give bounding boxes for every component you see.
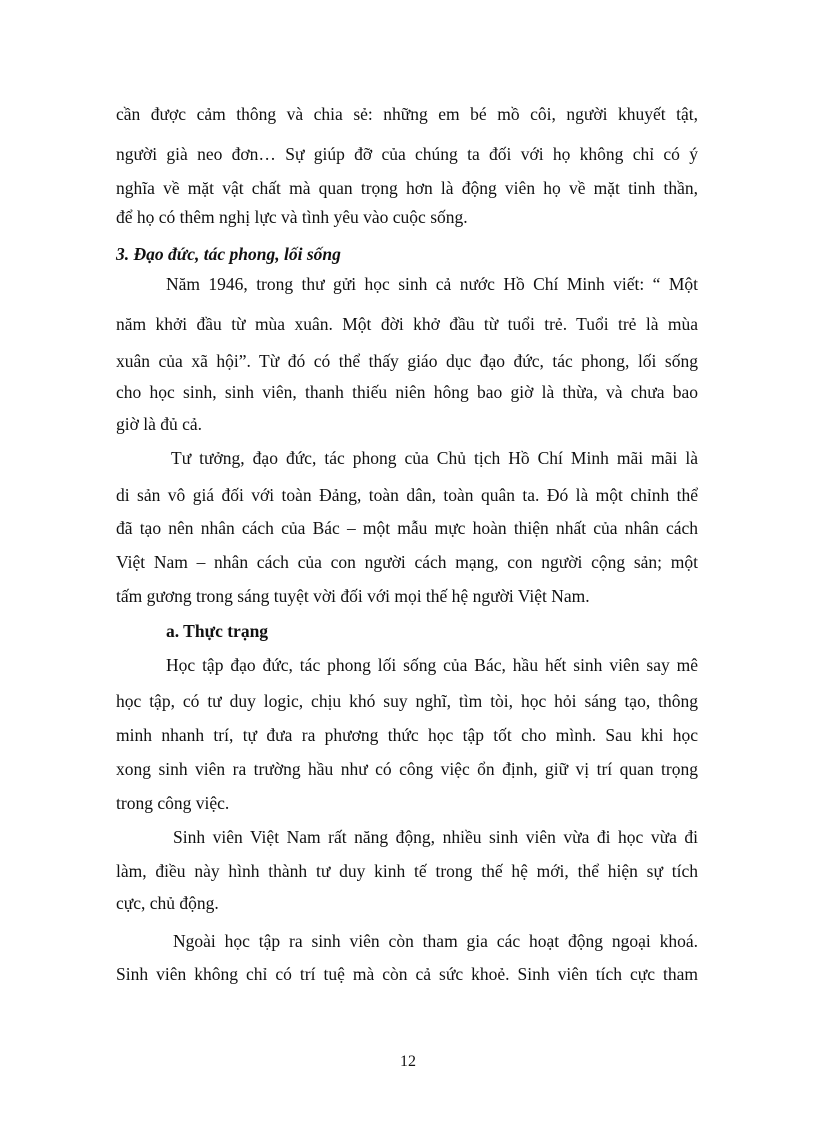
paragraph-line: Sinh viên Việt Nam rất năng động, nhiều sinh viên vừa đi học vừa đi bbox=[173, 827, 698, 847]
paragraph-line: người già neo đơn… Sự giúp đỡ của chúng ta đối với họ không chỉ có ý bbox=[116, 144, 698, 164]
document-page bbox=[116, 0, 698, 1123]
paragraph-line: cần được cảm thông và chia sẻ: những em bé mồ côi, người khuyết tật, bbox=[116, 104, 698, 124]
paragraph-line: cho học sinh, sinh viên, thanh thiếu niên hông bao giờ là thừa, và chưa bao bbox=[116, 382, 698, 402]
paragraph-line: tấm gương trong sáng tuyệt vời đối với mọi thế hệ người Việt Nam. bbox=[116, 586, 590, 606]
paragraph-line: học tập, có tư duy logic, chịu khó suy nghĩ, tìm tòi, học hỏi sáng tạo, thông bbox=[116, 691, 698, 711]
paragraph-line: xuân của xã hội”. Từ đó có thể thấy giáo dục đạo đức, tác phong, lối sống bbox=[116, 351, 698, 371]
paragraph-line: Tư tưởng, đạo đức, tác phong của Chủ tịch Hồ Chí Minh mãi mãi là bbox=[171, 448, 698, 468]
paragraph-line: giờ là đủ cả. bbox=[116, 414, 203, 434]
paragraph-line: năm khởi đầu từ mùa xuân. Một đời khở đầu từ tuổi trẻ. Tuổi trẻ là mùa bbox=[116, 314, 698, 334]
paragraph-line: minh nhanh trí, tự đưa ra phương thức học tập tốt cho mình. Sau khi học bbox=[116, 725, 698, 745]
paragraph-line: di sản vô giá đối với toàn Đảng, toàn dân, toàn quân ta. Đó là một chỉnh thể bbox=[116, 485, 698, 505]
paragraph-line: để họ có thêm nghị lực và tình yêu vào cuộc sống. bbox=[116, 207, 468, 227]
paragraph-line: Học tập đạo đức, tác phong lối sống của Bác, hầu hết sinh viên say mê bbox=[166, 655, 698, 675]
paragraph-line: trong công việc. bbox=[116, 793, 230, 813]
paragraph-line: Ngoài học tập ra sinh viên còn tham gia các hoạt động ngoại khoá. bbox=[173, 931, 698, 951]
page-number: 12 bbox=[400, 1053, 416, 1070]
paragraph-line: xong sinh viên ra trường hầu như có công việc ổn định, giữ vị trí quan trọng bbox=[116, 759, 698, 779]
paragraph-line: Sinh viên không chỉ có trí tuệ mà còn cả sức khoẻ. Sinh viên tích cực tham bbox=[116, 964, 698, 984]
paragraph-line: Việt Nam – nhân cách của con người cách mạng, con người cộng sản; một bbox=[116, 552, 698, 572]
paragraph-line: Năm 1946, trong thư gửi học sinh cả nước Hồ Chí Minh viết: “ Một bbox=[166, 274, 698, 294]
paragraph-line: đã tạo nên nhân cách của Bác – một mẫu mực hoàn thiện nhất của nhân cách bbox=[116, 518, 698, 538]
paragraph-line: cực, chủ động. bbox=[116, 893, 219, 913]
subsection-heading: a. Thực trạng bbox=[166, 621, 269, 641]
paragraph-line: làm, điều này hình thành tư duy kinh tế trong thế hệ mới, thể hiện sự tích bbox=[116, 861, 698, 881]
paragraph-line: nghĩa về mặt vật chất mà quan trọng hơn là động viên họ về mặt tinh thần, bbox=[116, 178, 698, 198]
section-heading: 3. Đạo đức, tác phong, lối sống bbox=[116, 244, 341, 264]
